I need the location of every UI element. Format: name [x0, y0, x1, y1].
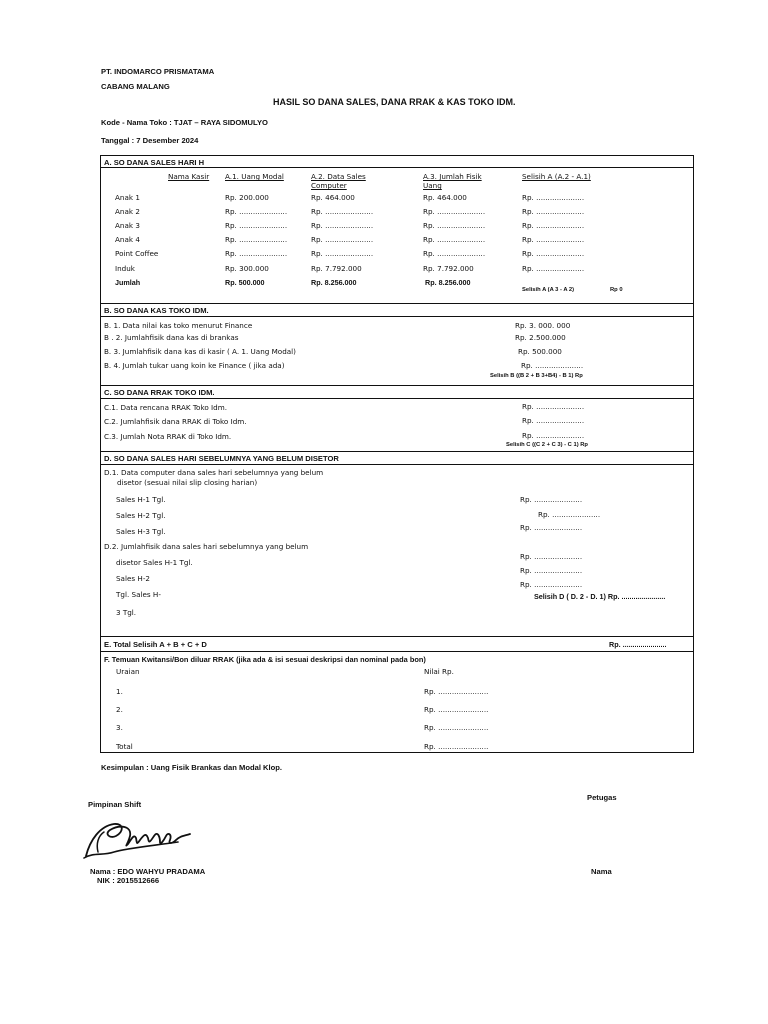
column-header-jumlah-fisik: A.3. Jumlah Fisik: [423, 172, 482, 181]
uang-modal-value: Rp. .....................: [225, 235, 288, 244]
d2-item-label: disetor Sales H-1 Tgl.: [116, 558, 193, 567]
section-b-item-value: Rp. 2.500.000: [515, 333, 566, 342]
divider: [100, 167, 694, 168]
finding-row-label: 1.: [116, 687, 123, 696]
section-b-title: B. SO DANA KAS TOKO IDM.: [104, 306, 209, 315]
divider: [100, 303, 694, 304]
column-header-selisih-a: Selisih A (A.2 - A.1): [522, 172, 591, 181]
selisih-value: Rp. .....................: [522, 235, 585, 244]
section-b-item-label: B. 3. Jumlahfisik dana kas di kasir ( A. 1. Uang Modal): [104, 347, 296, 356]
company-name: PT. INDOMARCO PRISMATAMA: [101, 67, 215, 76]
divider: [100, 398, 694, 399]
selisih-b-note: Selisih B ((B 2 + B 3+B4) - B 1) Rp: [490, 373, 583, 379]
section-b-item-value: Rp. .....................: [521, 361, 584, 370]
data-sales-value: Rp. .....................: [311, 235, 374, 244]
divider: [100, 316, 694, 317]
d2-item-value: Rp. .....................: [520, 566, 583, 575]
jumlah-fisik-value: Rp. .....................: [423, 221, 486, 230]
data-sales-value: Rp. 7.792.000: [311, 264, 362, 273]
nama-petugas-label: Nama: [591, 867, 612, 876]
section-c-title: C. SO DANA RRAK TOKO IDM.: [104, 388, 215, 397]
d2-item-label: Sales H-2: [116, 574, 150, 583]
report-date: Tanggal : 7 Desember 2024: [101, 136, 199, 145]
divider: [100, 464, 694, 465]
pimpinan-shift-label: Pimpinan Shift: [88, 800, 142, 809]
cashier-name: Point Coffee: [115, 249, 159, 258]
jumlah-fisik-value: Rp. 7.792.000: [423, 264, 474, 273]
section-c-item-label: C.1. Data rencana RRAK Toko Idm.: [104, 403, 227, 412]
page-title: HASIL SO DANA SALES, DANA RRAK & KAS TOKO IDM.: [273, 97, 516, 107]
uang-modal-value: Rp. .....................: [225, 249, 288, 258]
selisih-a-note: Selisih A (A 3 - A 2): [522, 287, 575, 293]
finding-total-value: Rp. ......................: [424, 742, 489, 751]
selisih-a-value: Rp 0: [610, 287, 623, 293]
finding-row-value: Rp. ......................: [424, 705, 489, 714]
section-e-value: Rp. ......................: [609, 640, 667, 649]
data-sales-value: Rp. 464.000: [311, 193, 355, 202]
jumlah-fisik-value: Rp. 464.000: [423, 193, 467, 202]
divider: [100, 636, 694, 637]
column-header-nama-kasir: Nama Kasir: [168, 172, 210, 181]
data-sales-value: Rp. .....................: [311, 207, 374, 216]
data-sales-value: Rp. .....................: [311, 221, 374, 230]
d2-label: D.2. Jumlahfisik dana sales hari sebelumnya yang belum: [104, 542, 309, 551]
total-data-sales: Rp. 8.256.000: [311, 278, 357, 287]
cashier-name: Anak 4: [115, 235, 140, 244]
d1-item-label: Sales H-1 Tgl.: [116, 495, 166, 504]
data-sales-value: Rp. .....................: [311, 249, 374, 258]
finding-row-label: 2.: [116, 705, 123, 714]
section-c-item-label: C.3. Jumlah Nota RRAK di Toko Idm.: [104, 432, 232, 441]
total-uang-modal: Rp. 500.000: [225, 278, 265, 287]
uang-modal-value: Rp. .....................: [225, 207, 288, 216]
cashier-name: Anak 1: [115, 193, 140, 202]
d2-item-label: Tgl. Sales H-: [116, 590, 161, 599]
d1-item-label: Sales H-2 Tgl.: [116, 511, 166, 520]
divider: [100, 451, 694, 452]
finding-row-value: Rp. ......................: [424, 687, 489, 696]
column-header-uang-modal: A.1. Uang Modal: [225, 172, 284, 181]
selisih-value: Rp. .....................: [522, 193, 585, 202]
section-c-item-value: Rp. .....................: [522, 431, 585, 440]
selisih-d-note: Selisih D ( D. 2 - D. 1) Rp. ......................: [534, 592, 666, 601]
selisih-value: Rp. .....................: [522, 249, 585, 258]
total-jumlah-fisik: Rp. 8.256.000: [425, 278, 471, 287]
conclusion: Kesimpulan : Uang Fisik Brankas dan Modal Klop.: [101, 763, 283, 772]
d2-item-value: Rp. .....................: [520, 552, 583, 561]
finding-row-value: Rp. ......................: [424, 723, 489, 732]
selisih-value: Rp. .....................: [522, 221, 585, 230]
divider: [100, 651, 694, 652]
cashier-name: Anak 2: [115, 207, 140, 216]
jumlah-fisik-value: Rp. .....................: [423, 207, 486, 216]
section-f-title: F. Temuan Kwitansi/Bon diluar RRAK (jika ada & isi sesuai deskripsi dan nominal pada bon): [104, 655, 426, 664]
d1-item-label: Sales H-3 Tgl.: [116, 527, 166, 536]
section-b-item-value: Rp. 500.000: [518, 347, 562, 356]
finding-row-label: 3.: [116, 723, 123, 732]
nik-pimpinan: NIK : 2015512666: [97, 876, 160, 885]
nilai-header: Nilai Rp.: [424, 667, 454, 676]
store-code: Kode - Nama Toko : TJAT – RAYA SIDOMULYO: [101, 118, 268, 127]
column-header-computer: Computer: [311, 181, 347, 190]
uraian-header: Uraian: [116, 667, 140, 676]
section-d-title: D. SO DANA SALES HARI SEBELUMNYA YANG BELUM DISETOR: [104, 454, 339, 463]
section-c-item-label: C.2. Jumlahfisik dana RRAK di Toko Idm.: [104, 417, 247, 426]
jumlah-fisik-value: Rp. .....................: [423, 249, 486, 258]
section-b-item-label: B. 1. Data nilai kas toko menurut Finance: [104, 321, 253, 330]
branch-name: CABANG MALANG: [101, 82, 170, 91]
signature: [80, 812, 200, 868]
total-label: Jumlah: [115, 278, 141, 287]
cashier-name: Induk: [115, 264, 135, 273]
cashier-name: Anak 3: [115, 221, 140, 230]
d1-item-value: Rp. .....................: [520, 523, 583, 532]
d2-item-label: 3 Tgl.: [116, 608, 137, 617]
section-e-title: E. Total Selisih A + B + C + D: [104, 640, 207, 649]
section-c-item-value: Rp. .....................: [522, 402, 585, 411]
d1-label-cont: disetor (sesuai nilai slip closing harian): [117, 478, 258, 487]
section-c-item-value: Rp. .....................: [522, 416, 585, 425]
uang-modal-value: Rp. 200.000: [225, 193, 269, 202]
section-b-item-value: Rp. 3. 000. 000: [515, 321, 571, 330]
section-b-item-label: B. 4. Jumlah tukar uang koin ke Finance ( jika ada): [104, 361, 285, 370]
column-header-uang: Uang: [423, 181, 442, 190]
section-b-item-label: B . 2. Jumlahfisik dana kas di brankas: [104, 333, 239, 342]
section-a-title: A. SO DANA SALES HARI H: [104, 158, 205, 167]
divider: [100, 385, 694, 386]
uang-modal-value: Rp. 300.000: [225, 264, 269, 273]
jumlah-fisik-value: Rp. .....................: [423, 235, 486, 244]
finding-total-label: Total: [116, 742, 133, 751]
selisih-value: Rp. .....................: [522, 207, 585, 216]
d1-item-value: Rp. .....................: [520, 495, 583, 504]
selisih-c-note: Selisih C ((C 2 + C 3) - C 1) Rp: [506, 442, 588, 448]
d2-item-value: Rp. .....................: [520, 580, 583, 589]
d1-label: D.1. Data computer dana sales hari sebelumnya yang belum: [104, 468, 324, 477]
uang-modal-value: Rp. .....................: [225, 221, 288, 230]
selisih-value: Rp. .....................: [522, 264, 585, 273]
petugas-label: Petugas: [587, 793, 617, 802]
column-header-data-sales: A.2. Data Sales: [311, 172, 366, 181]
nama-pimpinan: Nama : EDO WAHYU PRADAMA: [90, 867, 206, 876]
d1-item-value: Rp. .....................: [538, 510, 601, 519]
